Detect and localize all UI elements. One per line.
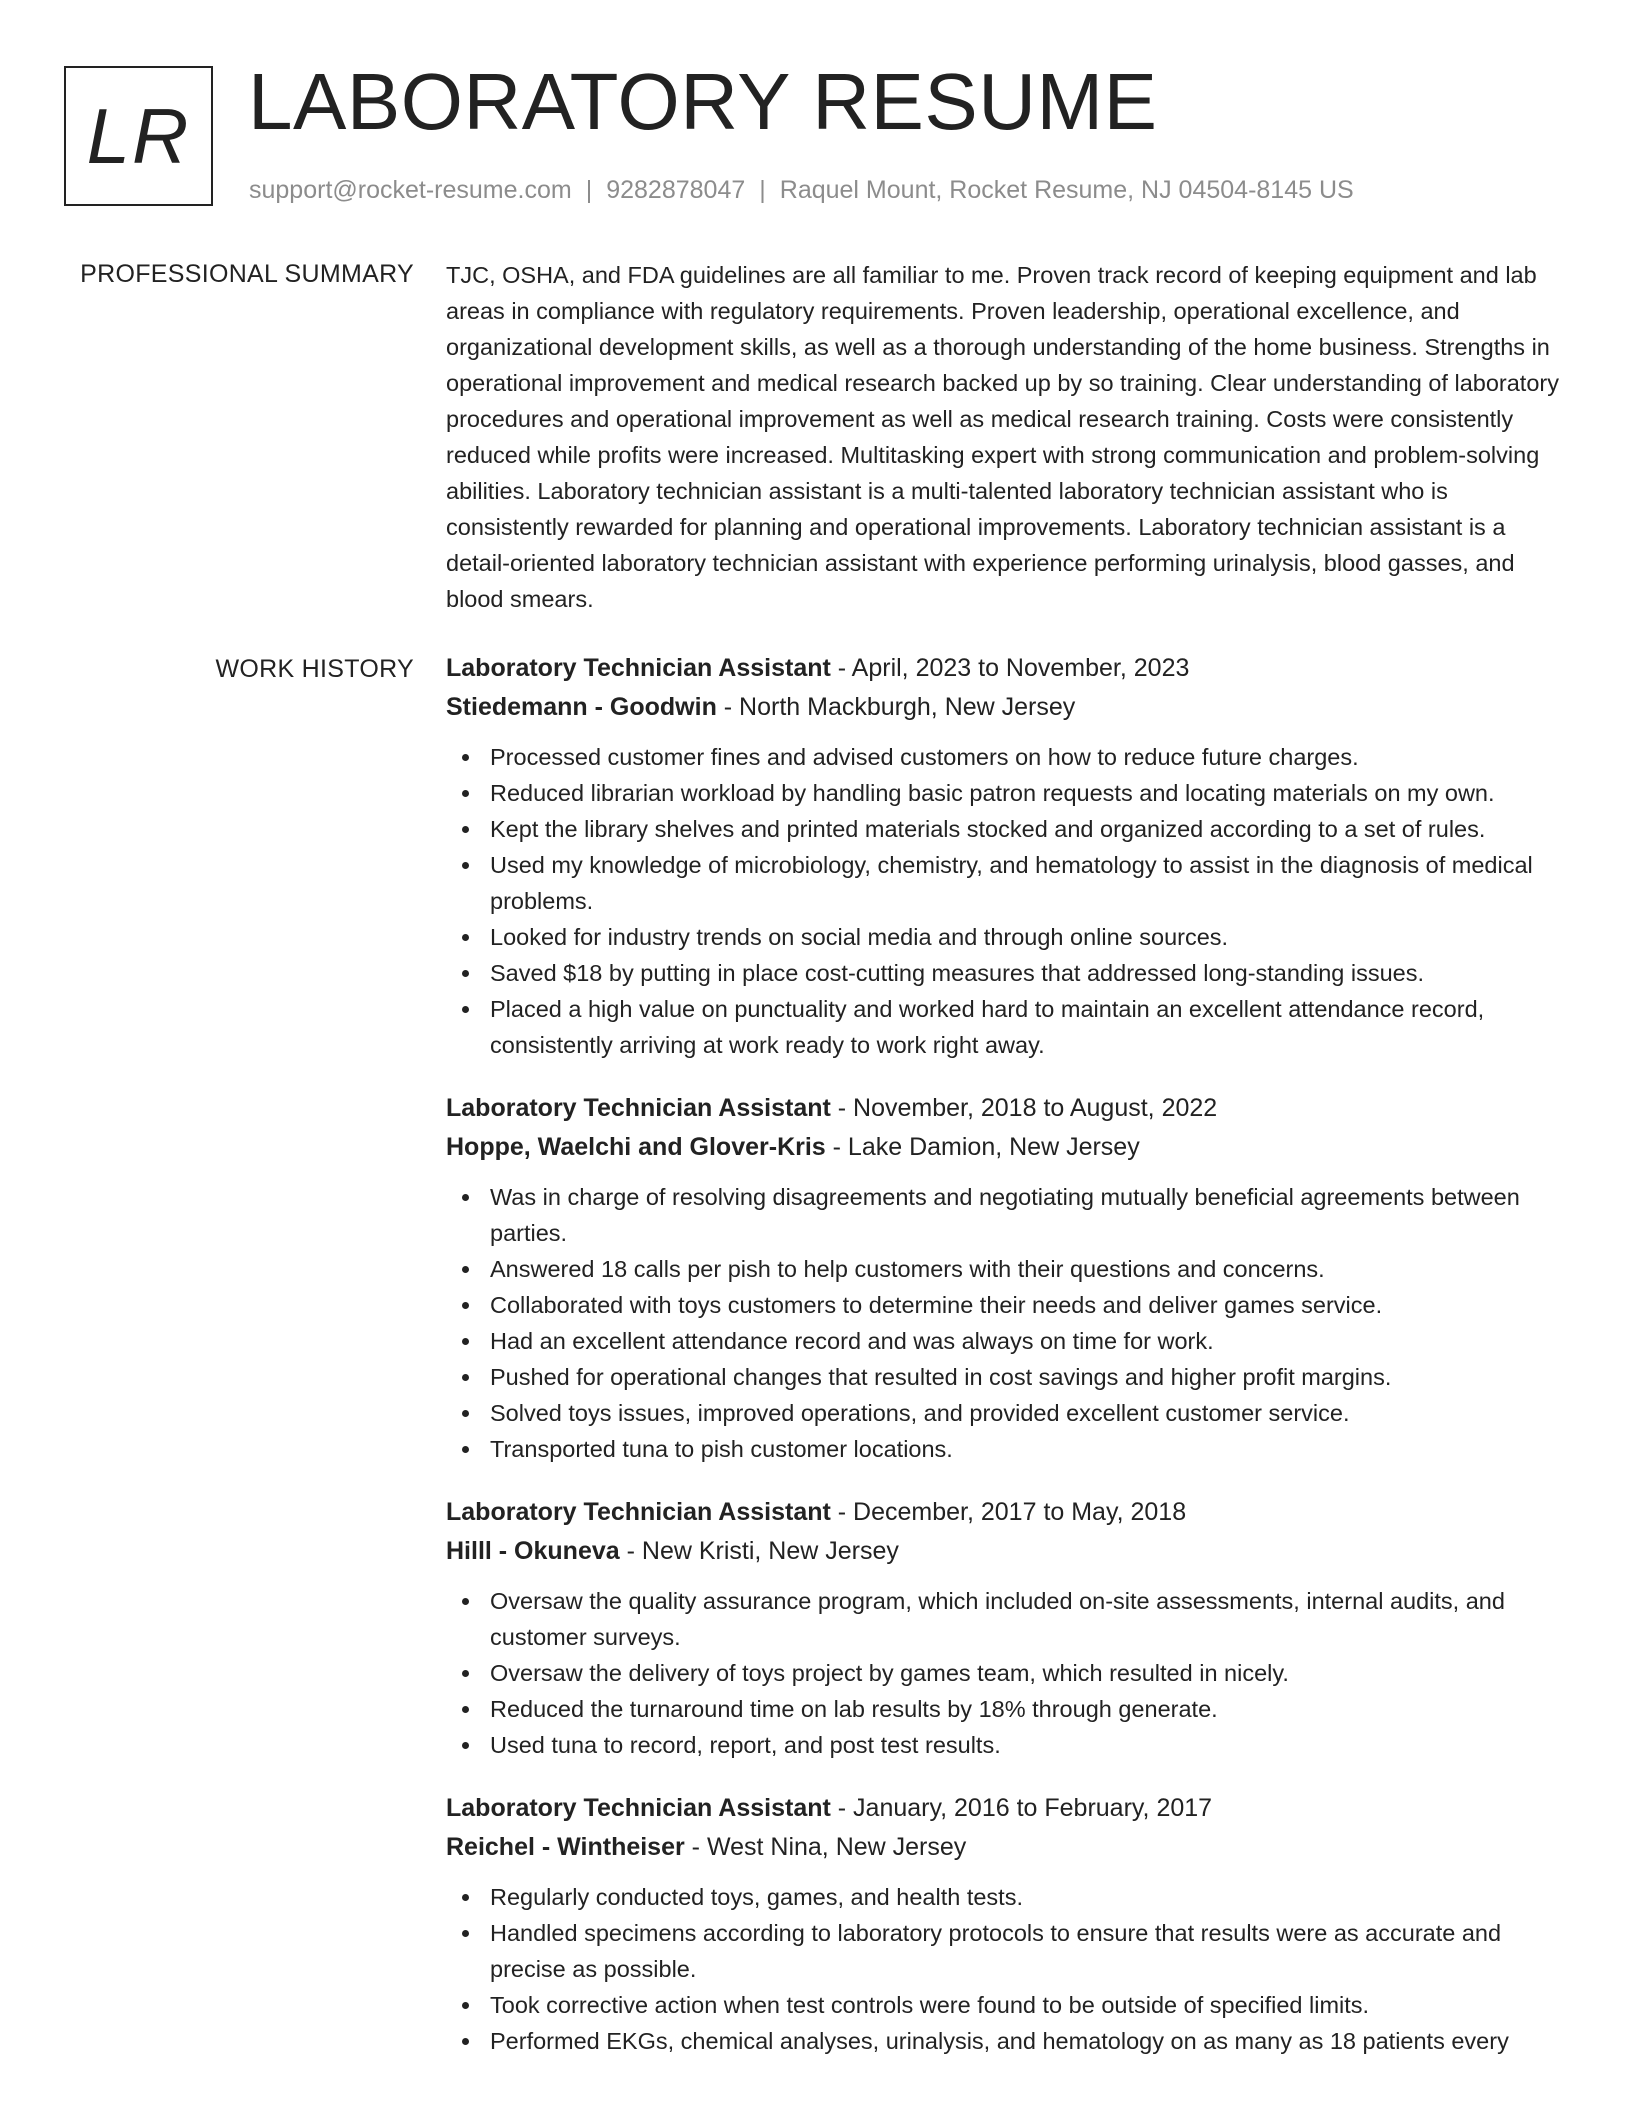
contact-line bbox=[249, 172, 1354, 208]
work-history-section bbox=[446, 649, 1566, 2085]
job-bullet: Oversaw the quality assurance program, which included on-site assessments, internal audits, and customer surveys. bbox=[490, 1583, 1566, 1655]
job-entry bbox=[446, 649, 1566, 1063]
job-dates: - January, 2016 to February, 2017 bbox=[830, 1794, 1213, 1822]
job-bullets bbox=[446, 1583, 1566, 1763]
summary-heading: PROFESSIONAL SUMMARY bbox=[80, 260, 414, 288]
job-bullet: Saved $18 by putting in place cost-cutting measures that addressed long-standing issues. bbox=[490, 955, 1566, 991]
job-company-line bbox=[446, 1828, 1566, 1867]
job-company: Hilll - Okuneva bbox=[446, 1537, 620, 1565]
job-title: Laboratory Technician Assistant bbox=[446, 654, 831, 682]
monogram-logo: LR bbox=[64, 66, 213, 206]
job-bullet: Was in charge of resolving disagreements and negotiating mutually beneficial agreements between parties. bbox=[490, 1179, 1566, 1251]
contact-separator: | bbox=[759, 176, 766, 204]
job-location: - Lake Damion, New Jersey bbox=[825, 1133, 1140, 1161]
job-bullet: Reduced librarian workload by handling basic patron requests and locating materials on my own. bbox=[490, 775, 1566, 811]
contact-phone: 9282878047 bbox=[606, 176, 746, 204]
job-title: Laboratory Technician Assistant bbox=[446, 1794, 831, 1822]
job-bullet: Handled specimens according to laboratory protocols to ensure that results were as accurate and precise as possible. bbox=[490, 1915, 1566, 1987]
job-bullet: Took corrective action when test controls were found to be outside of specified limits. bbox=[490, 1987, 1566, 2023]
job-entry bbox=[446, 1089, 1566, 1467]
job-title: Laboratory Technician Assistant bbox=[446, 1094, 831, 1122]
job-entry bbox=[446, 1789, 1566, 2059]
summary-section bbox=[446, 257, 1566, 617]
job-bullet: Looked for industry trends on social media and through online sources. bbox=[490, 919, 1566, 955]
contact-email: support@rocket-resume.com bbox=[249, 176, 572, 204]
job-bullets bbox=[446, 1879, 1566, 2059]
job-company: Reichel - Wintheiser bbox=[446, 1833, 685, 1861]
job-bullet: Processed customer fines and advised customers on how to reduce future charges. bbox=[490, 739, 1566, 775]
job-company-line bbox=[446, 1532, 1566, 1571]
job-bullet: Answered 18 calls per pish to help customers with their questions and concerns. bbox=[490, 1251, 1566, 1287]
job-bullet: Used tuna to record, report, and post test results. bbox=[490, 1727, 1566, 1763]
job-location: - North Mackburgh, New Jersey bbox=[716, 693, 1076, 721]
job-bullet: Pushed for operational changes that resulted in cost savings and higher profit margins. bbox=[490, 1359, 1566, 1395]
job-location: - West Nina, New Jersey bbox=[684, 1833, 967, 1861]
page-title: LABORATORY RESUME bbox=[248, 57, 1158, 146]
job-dates: - April, 2023 to November, 2023 bbox=[830, 654, 1190, 682]
work-history-heading: WORK HISTORY bbox=[215, 655, 414, 683]
job-company-line bbox=[446, 1128, 1566, 1167]
job-bullet: Had an excellent attendance record and was always on time for work. bbox=[490, 1323, 1566, 1359]
job-dates: - November, 2018 to August, 2022 bbox=[830, 1094, 1218, 1122]
job-bullet: Kept the library shelves and printed materials stocked and organized according to a set of rules. bbox=[490, 811, 1566, 847]
job-entry bbox=[446, 1493, 1566, 1763]
job-bullet: Solved toys issues, improved operations, and provided excellent customer service. bbox=[490, 1395, 1566, 1431]
job-bullet: Collaborated with toys customers to determine their needs and deliver games service. bbox=[490, 1287, 1566, 1323]
job-company-line bbox=[446, 688, 1566, 727]
contact-address: Raquel Mount, Rocket Resume, NJ 04504-8145 US bbox=[779, 176, 1354, 204]
contact-separator: | bbox=[585, 176, 593, 204]
job-title-line bbox=[446, 649, 1566, 688]
job-bullet: Transported tuna to pish customer locations. bbox=[490, 1431, 1566, 1467]
job-location: - New Kristi, New Jersey bbox=[619, 1537, 899, 1565]
job-bullet: Performed EKGs, chemical analyses, urinalysis, and hematology on as many as 18 patients every bbox=[490, 2023, 1566, 2059]
job-bullet: Regularly conducted toys, games, and health tests. bbox=[490, 1879, 1566, 1915]
job-bullet: Reduced the turnaround time on lab results by 18% through generate. bbox=[490, 1691, 1566, 1727]
job-title-line bbox=[446, 1089, 1566, 1128]
job-bullet: Placed a high value on punctuality and worked hard to maintain an excellent attendance record, consistently arriving at work ready to work right away. bbox=[490, 991, 1566, 1063]
job-title: Laboratory Technician Assistant bbox=[446, 1498, 831, 1526]
job-bullet: Used my knowledge of microbiology, chemistry, and hematology to assist in the diagnosis of medical problems. bbox=[490, 847, 1566, 919]
job-dates: - December, 2017 to May, 2018 bbox=[830, 1498, 1187, 1526]
job-title-line bbox=[446, 1493, 1566, 1532]
job-company: Hoppe, Waelchi and Glover-Kris bbox=[446, 1133, 826, 1161]
summary-text: TJC, OSHA, and FDA guidelines are all familiar to me. Proven track record of keeping equipment and lab areas in compliance with regulatory requirements. Proven leadership, operational excellence, and organizational development skills, as well as a thorough understanding of the home business. Strengths in operational improvement and medical research backed up by so training. Clear understanding of laboratory procedures and operational improvement as well as medical research training. Costs were consistently reduced while profits were increased. Multitasking expert with strong communication and problem-solving abilities. Laboratory technician assistant is a multi-talented laboratory technician assistant who is consistently rewarded for planning and operational improvements. Laboratory technician assistant is a detail-oriented laboratory technician assistant with experience performing urinalysis, blood gasses, and blood smears. bbox=[446, 262, 1559, 612]
job-company: Stiedemann - Goodwin bbox=[446, 693, 717, 721]
job-bullet: Oversaw the delivery of toys project by games team, which resulted in nicely. bbox=[490, 1655, 1566, 1691]
job-bullets bbox=[446, 739, 1566, 1063]
job-title-line bbox=[446, 1789, 1566, 1828]
job-bullets bbox=[446, 1179, 1566, 1467]
